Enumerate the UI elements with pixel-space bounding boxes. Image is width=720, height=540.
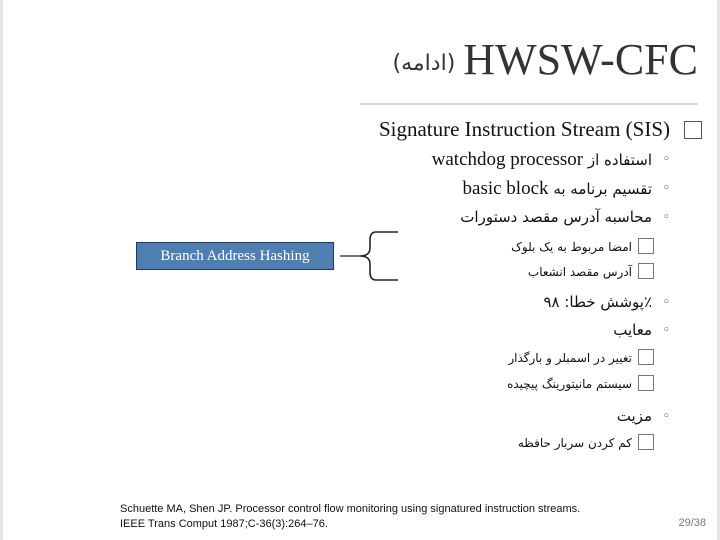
title-paren: (ادامه) <box>392 51 456 77</box>
item-coverage: پوشش خطا: ۹۸٪ <box>543 293 652 311</box>
sub-bullet: ◦ <box>662 323 670 338</box>
branch-address-hashing-box: Branch Address Hashing <box>136 242 334 270</box>
square-bullet-icon <box>638 375 654 391</box>
brace-connector-icon <box>338 226 408 286</box>
heading-sis: Signature Instruction Stream (SIS) <box>378 117 670 141</box>
title-underline <box>360 103 698 105</box>
sub-bullet: ◦ <box>662 181 670 196</box>
reference-line-2: IEEE Trans Comput 1987;C-36(3):264–76. <box>120 518 328 530</box>
square-bullet-icon <box>638 349 654 365</box>
item-complex-monitor: سیستم مانیتورینگ پیچیده <box>507 377 632 391</box>
title-main: HWSW-CFC <box>463 35 698 84</box>
page-number: 29/38 <box>678 517 706 529</box>
sub-bullet: ◦ <box>662 295 670 310</box>
item-memory-overhead: کم کردن سربار حافظه <box>517 436 632 450</box>
item-basic-block: basic block تقسیم برنامه به <box>462 178 652 199</box>
item-advantage: مزیت <box>616 407 652 425</box>
sub-bullet: ◦ <box>662 210 670 225</box>
square-bullet-icon <box>638 434 654 450</box>
item-assembler-change: تغییر در اسمبلر و بارگذار <box>508 351 632 365</box>
square-bullet-icon <box>638 238 654 254</box>
sub-bullet: ◦ <box>662 152 670 167</box>
item-disadvantages: معایب <box>613 321 652 339</box>
reference-line-1: Schuette MA, Shen JP. Processor control flow monitoring using signatured instruction streams. <box>120 503 581 515</box>
item-watchdog: watchdog processor استفاده از <box>431 149 652 170</box>
item-block-signature: امضا مربوط به یک بلوک <box>511 240 632 254</box>
slide-title <box>0 34 698 85</box>
item-branch-target: آدرس مقصد انشعاب <box>527 265 632 279</box>
item-target-address: محاسبه آدرس مقصد دستورات <box>460 208 652 226</box>
reference-citation <box>120 502 580 532</box>
sub-bullet: ◦ <box>662 409 670 424</box>
heading-bullet-box <box>684 121 702 139</box>
square-bullet-icon <box>638 263 654 279</box>
